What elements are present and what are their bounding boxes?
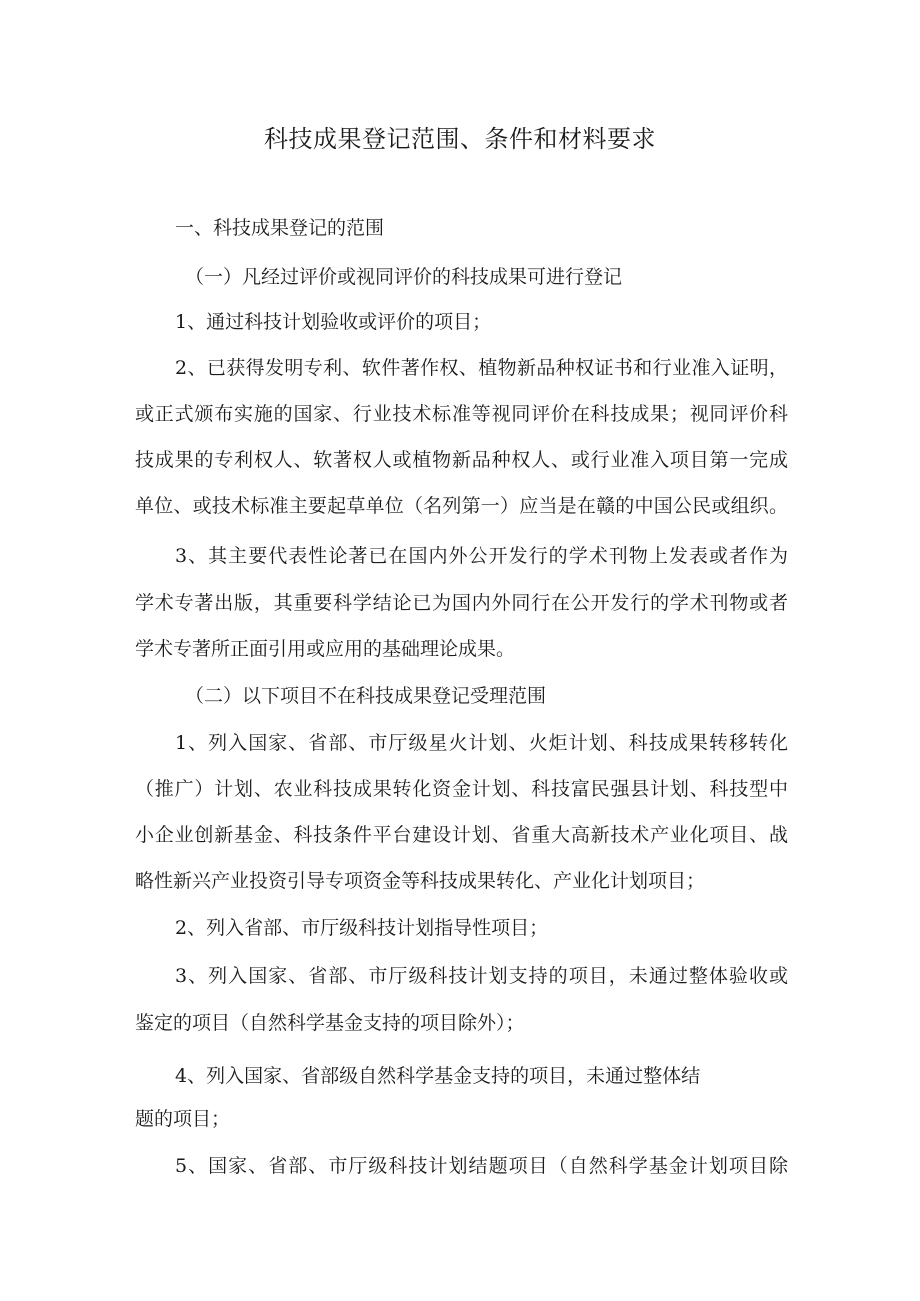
paragraph-line: 单位、或技术标准主要起草单位（名列第一）应当是在赣的中国公民或组织。: [135, 495, 788, 517]
paragraph-line: 1、列入国家、省部、市厅级星火计划、火炬计划、科技成果转移转化: [175, 732, 788, 754]
subsection-heading-1: （一）凡经过评价或视同评价的科技成果可进行登记: [185, 266, 623, 288]
paragraph-line: 2、已获得发明专利、软件著作权、植物新品种权证书和行业准入证明，: [175, 357, 788, 379]
paragraph-line: 题的项目；: [135, 1108, 231, 1130]
paragraph-line: 3、列入国家、省部、市厅级科技计划支持的项目，未通过整体验收或: [175, 965, 788, 987]
paragraph-line: 学术专著所正面引用或应用的基础理论成果。: [135, 638, 516, 660]
paragraph-line: 2、列入省部、市厅级科技计划指导性项目；: [175, 917, 549, 939]
paragraph-line: 学术专著出版，其重要科学结论已为国内外同行在公开发行的学术刊物或者: [135, 592, 788, 614]
paragraph-line: 小企业创新基金、科技条件平台建设计划、省重大高新技术产业化项目、战: [135, 824, 788, 846]
paragraph-line: 技成果的专利权人、软著权人或植物新品种权人、或行业准入项目第一完成: [135, 449, 788, 471]
paragraph-line: 5、国家、省部、市厅级科技计划结题项目（自然科学基金计划项目除: [175, 1155, 788, 1177]
subsection-heading-2: （二）以下项目不在科技成果登记受理范围: [185, 685, 547, 707]
paragraph-line: 略性新兴产业投资引导专项资金等科技成果转化、产业化计划项目；: [135, 870, 706, 892]
document-title: 科技成果登记范围、条件和材料要求: [264, 125, 656, 153]
paragraph-line: 3、其主要代表性论著已在国内外公开发行的学术刊物上发表或者作为: [175, 545, 788, 567]
paragraph-line: 鉴定的项目（自然科学基金支持的项目除外）；: [135, 1012, 525, 1034]
paragraph-line: （推广）计划、农业科技成果转化资金计划、科技富民强县计划、科技型中: [135, 778, 788, 800]
paragraph-line: 1、通过科技计划验收或评价的项目；: [175, 311, 492, 333]
paragraph-line: 或正式颁布实施的国家、行业技术标准等视同评价在科技成果；视同评价科: [135, 403, 788, 425]
paragraph-line: 4、列入国家、省部级自然科学基金支持的项目，未通过整体结: [175, 1065, 701, 1087]
section-heading-1: 一、科技成果登记的范围: [175, 217, 385, 239]
